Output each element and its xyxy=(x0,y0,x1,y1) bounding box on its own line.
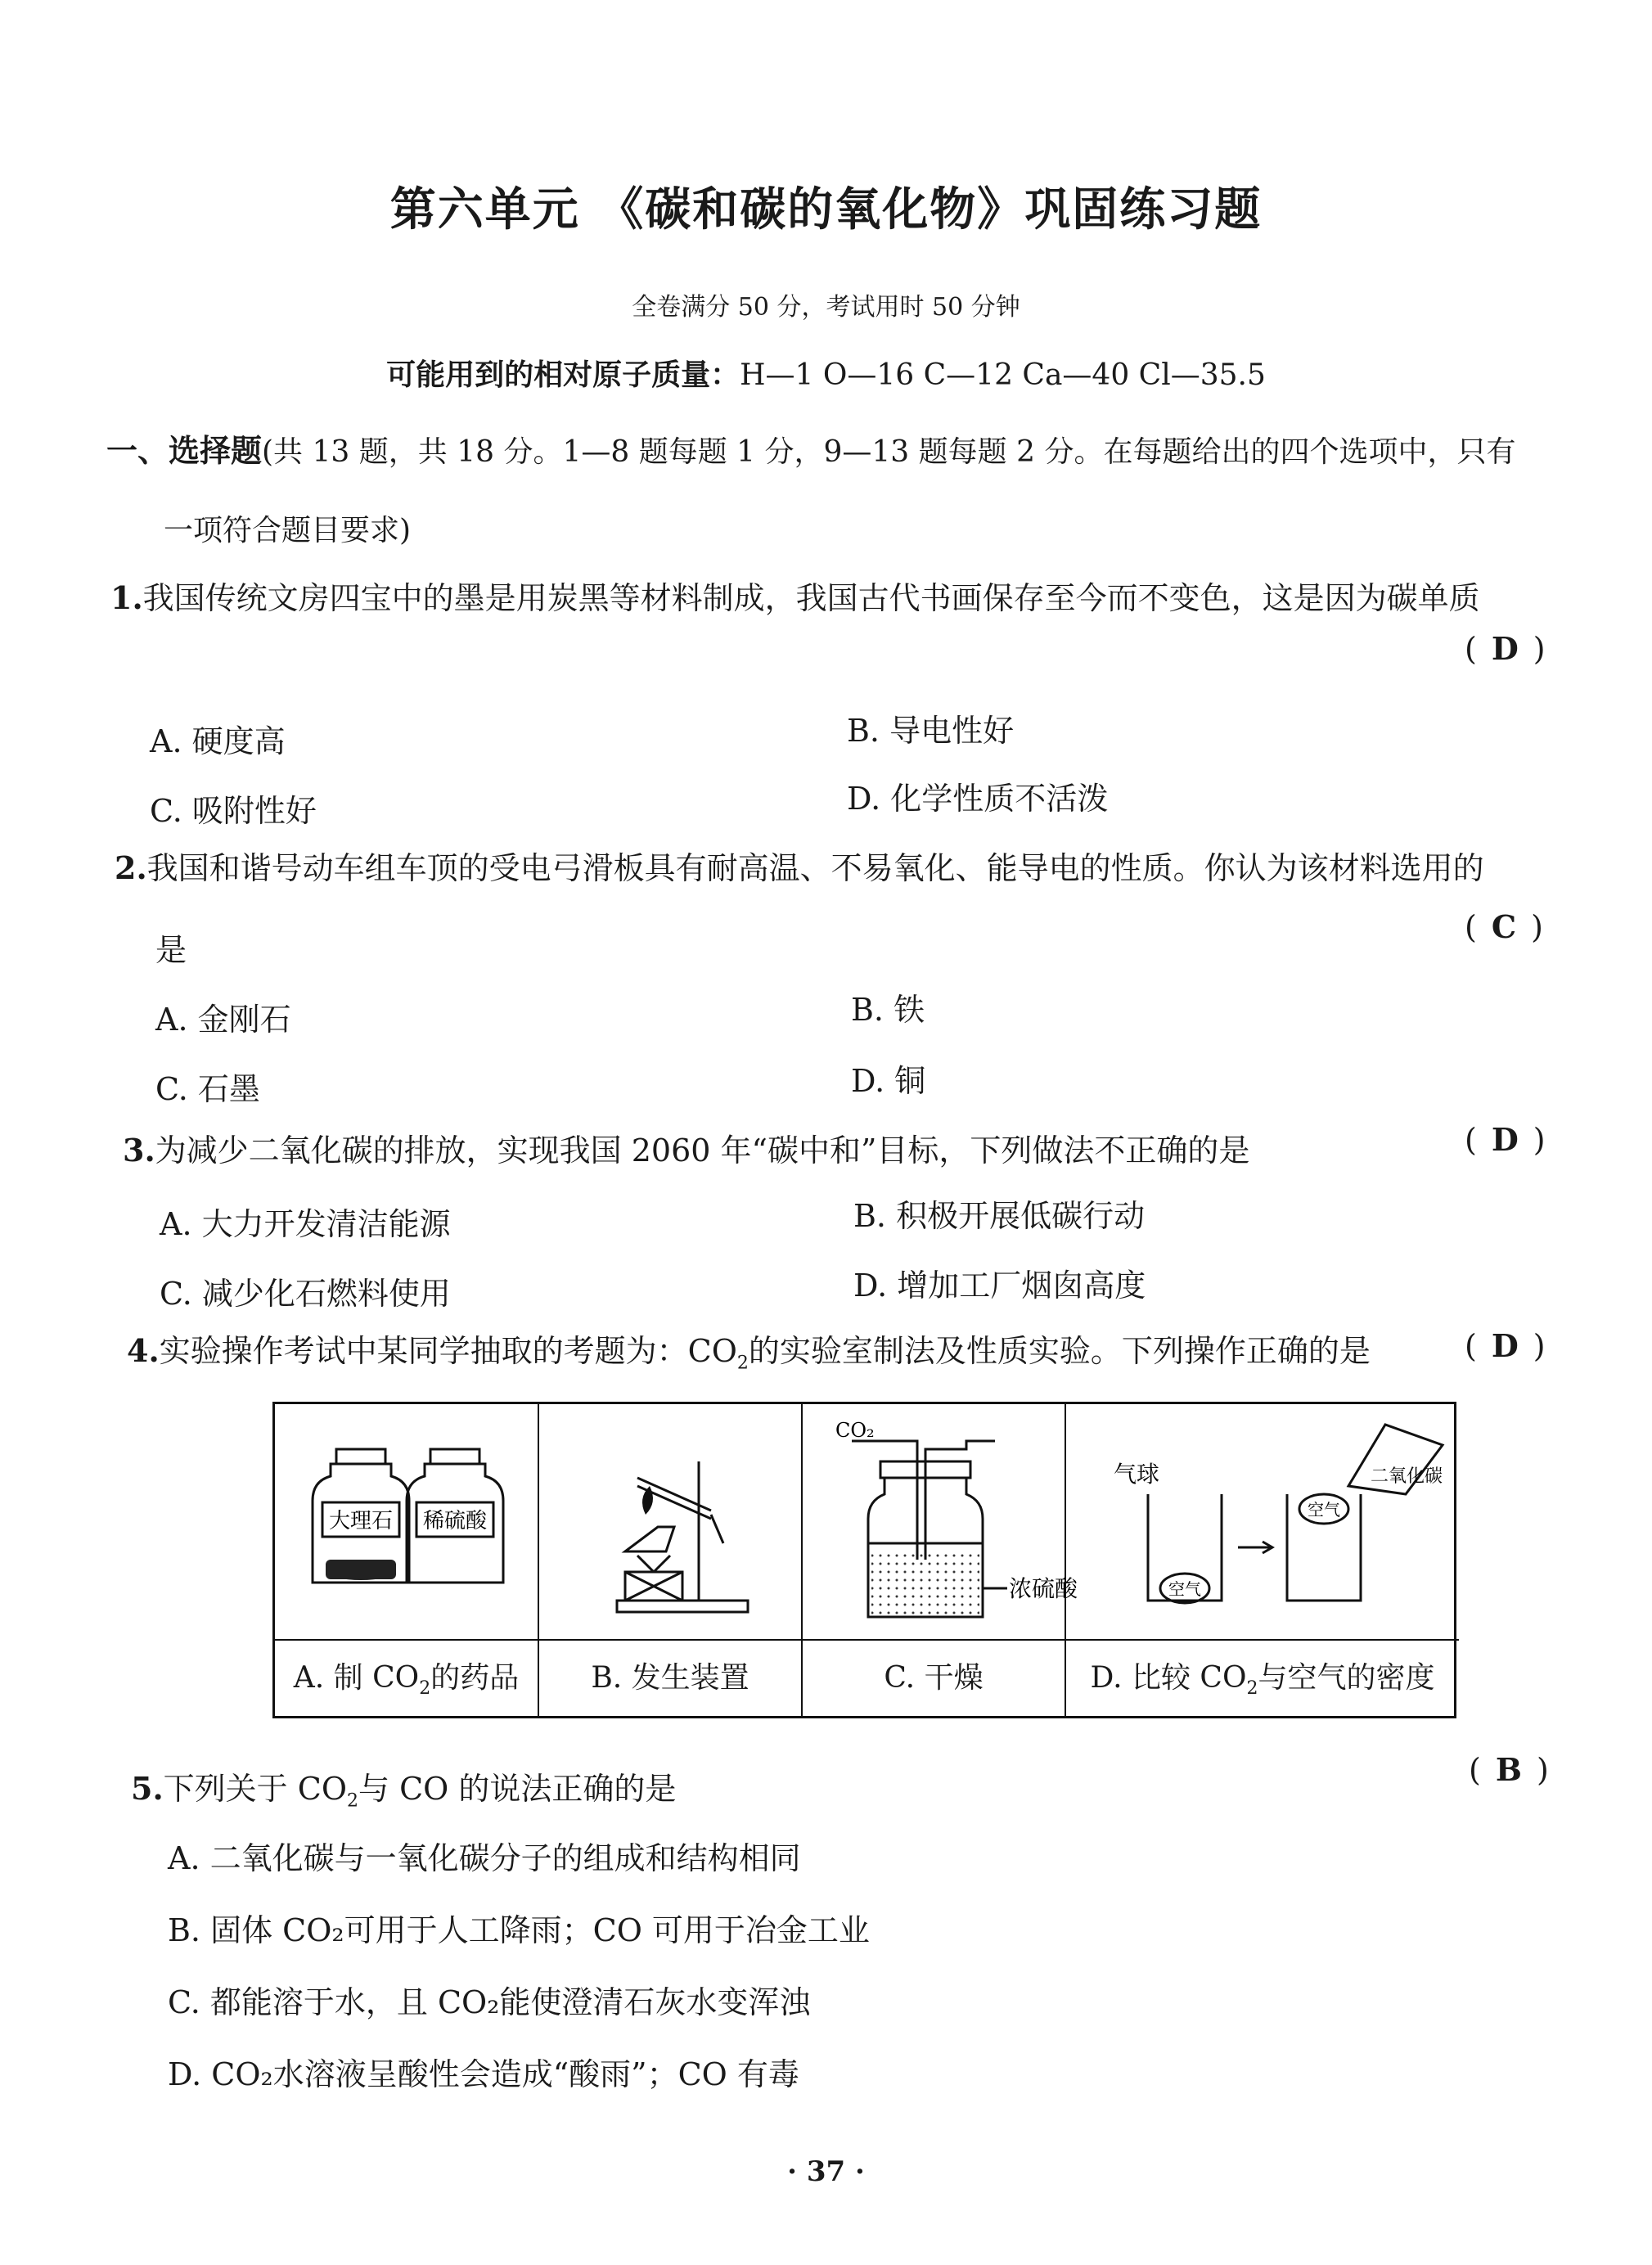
caption-text: B. 发生装置 xyxy=(591,1661,749,1695)
caption-text: A. 制 CO xyxy=(293,1661,420,1695)
section-title: 一、选择题 xyxy=(106,433,263,469)
air-label-2: 空气 xyxy=(1308,1500,1340,1520)
option-3b: B. 积极开展低碳行动 xyxy=(853,1198,1146,1234)
option-1c: C. 吸附性好 xyxy=(150,793,317,829)
atomic-mass-values: H—1 O—16 C—12 Ca—40 Cl—35.5 xyxy=(740,358,1266,392)
generation-apparatus-illustration xyxy=(539,1404,803,1641)
figure-cell-a xyxy=(275,1404,539,1716)
figure-caption-a xyxy=(275,1639,538,1716)
exam-info: 全卷满分 50 分，考试用时 50 分钟 xyxy=(632,293,1020,322)
atomic-mass-label: 可能用到的相对原子质量： xyxy=(386,358,740,392)
figure-cell-c xyxy=(803,1404,1078,1716)
figure-caption-b xyxy=(539,1639,801,1716)
reagent-bottles-illustration xyxy=(275,1404,539,1641)
question-1 xyxy=(110,573,1480,618)
question-number: 3. xyxy=(123,1132,155,1169)
question-4 xyxy=(127,1326,1371,1374)
page-number: · 37 · xyxy=(787,2155,865,2188)
option-3a: A. 大力开发清洁能源 xyxy=(160,1206,451,1242)
question-text-a: 下列关于 CO xyxy=(163,1771,347,1807)
bottle-label-b: 稀硫酸 xyxy=(422,1509,488,1533)
answer-letter: D xyxy=(1491,1327,1533,1364)
answer-3: (D) xyxy=(1465,1121,1560,1158)
option-2d: D. 铜 xyxy=(851,1063,926,1099)
question-text-b: 的实验室制法及性质实验。下列操作正确的是 xyxy=(748,1333,1371,1369)
answer-letter: B xyxy=(1495,1751,1537,1788)
co2-label: CO₂ xyxy=(835,1419,875,1442)
experiment-figure xyxy=(272,1402,1456,1718)
question-text-a: 实验操作考试中某同学抽取的考题为：CO xyxy=(159,1333,737,1369)
option-1d: D. 化学性质不活泼 xyxy=(847,781,1109,817)
figure-caption-d xyxy=(1066,1639,1459,1716)
figure-cell-d xyxy=(1066,1404,1459,1716)
subscript: 2 xyxy=(1246,1678,1258,1700)
option-2a: A. 金刚石 xyxy=(155,1002,291,1038)
acid-label: 浓硫酸 xyxy=(1009,1575,1078,1602)
page-title: 第六单元 《碳和碳的氧化物》巩固练习题 xyxy=(389,182,1263,236)
caption-text: C. 干燥 xyxy=(884,1661,984,1695)
answer-2: (C) xyxy=(1465,908,1558,945)
question-number: 5. xyxy=(131,1770,164,1807)
option-1b: B. 导电性好 xyxy=(847,713,1015,749)
option-5c: C. 都能溶于水，且 CO₂能使澄清石灰水变浑浊 xyxy=(168,1984,811,2020)
question-text: 我国传统文房四宝中的墨是用炭黑等材料制成，我国古代书画保存至今而不变色，这是因为碳单质 xyxy=(142,580,1480,616)
atomic-mass-line xyxy=(0,352,1652,394)
balloon-label: 气球 xyxy=(1114,1461,1160,1488)
answer-letter: C xyxy=(1491,908,1532,945)
question-number: 4. xyxy=(127,1332,160,1369)
option-2c: C. 石墨 xyxy=(155,1071,260,1107)
question-3 xyxy=(123,1125,1249,1170)
subscript: 2 xyxy=(736,1353,749,1374)
density-comparison-illustration xyxy=(1066,1404,1459,1641)
caption-text: D. 比较 CO xyxy=(1090,1661,1247,1695)
question-number: 1. xyxy=(110,579,143,616)
answer-1: (D) xyxy=(1465,630,1560,667)
bottle-label-a: 大理石 xyxy=(328,1509,394,1533)
question-5 xyxy=(131,1763,676,1812)
option-5b: B. 固体 CO₂可用于人工降雨；CO 可用于冶金工业 xyxy=(168,1912,870,1948)
option-3d: D. 增加工厂烟囱高度 xyxy=(853,1268,1146,1304)
question-text: 为减少二氧化碳的排放，实现我国 2060 年“碳中和”目标，下列做法不正确的是 xyxy=(155,1132,1250,1169)
question-2-cont: 是 xyxy=(155,932,187,968)
section-desc-1: (共 13 题，共 18 分。1—8 题每题 1 分，9—13 题每题 2 分。在每题给出的四个选项中，只有 xyxy=(262,435,1516,469)
subscript: 2 xyxy=(346,1790,358,1812)
option-1a: A. 硬度高 xyxy=(150,723,286,759)
option-2b: B. 铁 xyxy=(851,992,925,1028)
section-heading xyxy=(106,426,1515,471)
co2-bottle-label: 二氧化碳 xyxy=(1371,1466,1443,1487)
caption-text: 的药品 xyxy=(430,1661,520,1695)
question-text-b: 与 CO 的说法正确的是 xyxy=(358,1771,677,1807)
question-text: 我国和谐号动车组车顶的受电弓滑板具有耐高温、不易氧化、能导电的性质。你认为该材料选用的 xyxy=(146,850,1484,886)
question-number: 2. xyxy=(115,849,147,886)
air-label-1: 空气 xyxy=(1168,1579,1201,1599)
question-2 xyxy=(115,843,1484,888)
figure-caption-c xyxy=(803,1639,1065,1716)
answer-letter: D xyxy=(1491,630,1533,667)
section-desc-2: 一项符合题目要求) xyxy=(164,514,412,547)
figure-cell-b xyxy=(539,1404,803,1716)
answer-4: (D) xyxy=(1465,1327,1560,1364)
answer-5: (B) xyxy=(1469,1751,1564,1788)
option-5d: D. CO₂水溶液呈酸性会造成“酸雨”；CO 有毒 xyxy=(168,2056,799,2092)
subscript: 2 xyxy=(419,1678,431,1700)
option-3c: C. 减少化石燃料使用 xyxy=(160,1276,451,1312)
caption-text: 与空气的密度 xyxy=(1258,1661,1435,1695)
drying-apparatus-illustration xyxy=(803,1404,1078,1641)
option-5a: A. 二氧化碳与一氧化碳分子的组成和结构相同 xyxy=(168,1840,801,1876)
answer-letter: D xyxy=(1491,1121,1533,1158)
